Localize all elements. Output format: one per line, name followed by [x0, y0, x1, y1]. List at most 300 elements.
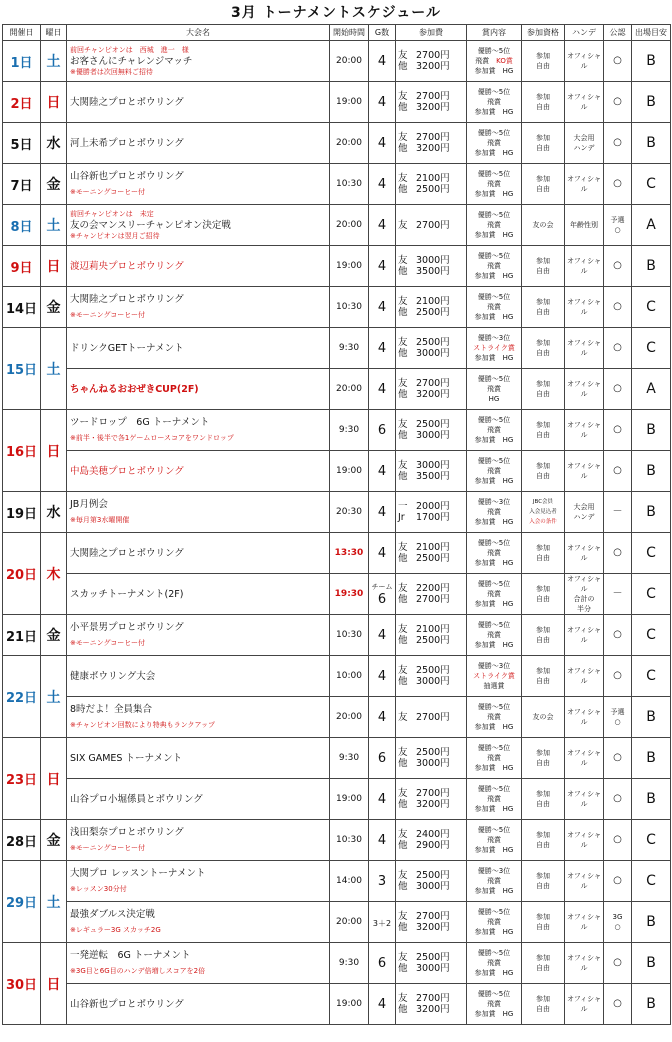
- eligibility: [522, 164, 565, 205]
- certified-line: －: [612, 506, 623, 517]
- event-date: 23日: [3, 738, 41, 820]
- event-name-cell: [67, 697, 330, 738]
- handicap: [565, 902, 604, 943]
- certified-line: ○: [614, 718, 621, 726]
- start-time: 20:00: [330, 902, 369, 943]
- prize-line: 参加賞 HG: [474, 518, 514, 526]
- start-time: 20:00: [330, 123, 369, 164]
- handicap: [565, 697, 604, 738]
- fee-amount: 2700円: [416, 91, 450, 102]
- eligibility-line: 自由: [536, 636, 550, 644]
- fee-amount: 3500円: [416, 266, 450, 277]
- event-name: スカッチトーナメント(2F): [70, 588, 184, 600]
- start-time: 19:00: [330, 246, 369, 287]
- start-time: 20:00: [330, 697, 369, 738]
- entry-fee: [396, 615, 467, 656]
- event-name-cell: [67, 984, 330, 1025]
- game-count-value: 4: [377, 299, 387, 315]
- certified: [604, 656, 632, 697]
- prize-line: 優勝～5位: [477, 785, 511, 793]
- fee-amount: 3000円: [416, 255, 450, 266]
- eligibility: [522, 861, 565, 902]
- event-name: 大関プロ レッスントーナメント: [70, 867, 206, 879]
- prize-line: 優勝～5位: [477, 908, 511, 916]
- eligibility: [522, 574, 565, 615]
- fee-type: 友: [398, 219, 408, 231]
- fee-type: 友: [398, 132, 408, 143]
- prize-line: 優勝～3位: [477, 498, 511, 506]
- event-name: ツードロップ 6G トーナメント: [70, 416, 210, 428]
- handicap-line: オフィシャル: [566, 544, 602, 562]
- eligibility: [522, 697, 565, 738]
- entry-fee: [396, 451, 467, 492]
- table-row: [3, 287, 671, 328]
- fee-type: 他: [398, 963, 408, 974]
- eligibility: [522, 615, 565, 656]
- entry-fee: [396, 246, 467, 287]
- eligibility: [522, 246, 565, 287]
- fee-type: 友: [398, 583, 408, 594]
- handicap: [565, 287, 604, 328]
- fee-type: 友: [398, 337, 408, 348]
- event-name: 渡辺莉央プロとボウリング: [70, 260, 184, 272]
- eligibility-line: 自由: [536, 759, 550, 767]
- fee-amount: 2100円: [416, 542, 450, 553]
- eligibility-line: 自由: [536, 144, 550, 152]
- prize-line: 優勝～3位: [477, 334, 511, 342]
- game-count: [369, 41, 396, 82]
- event-name: 8時だよ！全員集合: [70, 703, 153, 715]
- game-count: [369, 287, 396, 328]
- column-header: G数: [369, 25, 396, 41]
- entry-fee: [396, 738, 467, 779]
- prize-content: [467, 738, 522, 779]
- event-note: ※モーニングコーヒー付: [70, 638, 146, 647]
- certified: [604, 779, 632, 820]
- event-date: 30日: [3, 943, 41, 1025]
- table-row: [3, 779, 671, 820]
- event-name: 浅田梨奈プロとボウリング: [70, 826, 184, 838]
- start-time: 10:30: [330, 820, 369, 861]
- column-header: 出場目安: [632, 25, 671, 41]
- prize-line: ストライク賞: [473, 344, 515, 352]
- start-time: 20:30: [330, 492, 369, 533]
- event-name: 山谷プロ小堀係員とボウリング: [70, 793, 203, 805]
- fee-type: 友: [398, 993, 408, 1004]
- prize-content: [467, 574, 522, 615]
- game-count-value: 4: [377, 381, 387, 397]
- event-name-cell: [67, 779, 330, 820]
- column-header: 公認: [604, 25, 632, 41]
- prize-line: 飛賞: [487, 631, 501, 639]
- fee-type: 他: [398, 758, 408, 769]
- fee-amount: 2700円: [416, 911, 450, 922]
- event-note: ※レギュラー3G スカッチ2G: [70, 925, 161, 934]
- eligibility: [522, 287, 565, 328]
- table-row: [3, 492, 671, 533]
- entry-level: B: [632, 697, 671, 738]
- entry-level: B: [632, 82, 671, 123]
- entry-fee: [396, 861, 467, 902]
- entry-level: C: [632, 164, 671, 205]
- game-count-value: 3: [377, 873, 387, 889]
- event-note: ※レッスン30分付: [70, 884, 127, 893]
- table-row: [3, 861, 671, 902]
- game-count-value: 4: [377, 791, 387, 807]
- table-row: [3, 697, 671, 738]
- fee-amount: 2700円: [416, 219, 450, 231]
- event-name-cell: [67, 41, 330, 82]
- entry-fee: [396, 41, 467, 82]
- certified-line: ○: [613, 178, 622, 189]
- entry-level: B: [632, 779, 671, 820]
- game-count: [369, 574, 396, 615]
- prize-line: 参加賞 HG: [474, 641, 514, 649]
- entry-level: C: [632, 820, 671, 861]
- fee-type: 友: [398, 296, 408, 307]
- event-name-cell: [67, 943, 330, 984]
- prize-line: 優勝～5位: [477, 211, 511, 219]
- handicap-line: 合計の: [573, 595, 595, 603]
- start-time: 9:30: [330, 738, 369, 779]
- prize-line: 優勝～5位: [477, 47, 511, 55]
- handicap-line: 大会用: [573, 134, 595, 142]
- fee-type: 他: [398, 348, 408, 359]
- entry-fee: [396, 656, 467, 697]
- fee-type: 友: [398, 747, 408, 758]
- ko-prize: KO賞: [496, 57, 513, 65]
- entry-level: C: [632, 533, 671, 574]
- game-count: [369, 451, 396, 492]
- table-row: [3, 902, 671, 943]
- fee-type: 他: [398, 1004, 408, 1015]
- entry-level: B: [632, 738, 671, 779]
- column-header: 参加資格: [522, 25, 565, 41]
- table-row: [3, 451, 671, 492]
- start-time: 9:30: [330, 328, 369, 369]
- fee-amount: 2500円: [416, 870, 450, 881]
- event-name: JB月例会: [70, 498, 108, 510]
- prize-line: 参加賞 HG: [474, 190, 514, 198]
- table-row: [3, 82, 671, 123]
- eligibility: [522, 656, 565, 697]
- event-name-cell: [67, 574, 330, 615]
- game-count: [369, 861, 396, 902]
- prize-line: 優勝～5位: [477, 949, 511, 957]
- prize-content: [467, 123, 522, 164]
- handicap-line: ハンデ: [573, 513, 595, 521]
- fee-amount: 2400円: [416, 829, 450, 840]
- prize-content: [467, 984, 522, 1025]
- fee-amount: 3000円: [416, 430, 450, 441]
- fee-amount: 3000円: [416, 881, 450, 892]
- start-time: 9:30: [330, 943, 369, 984]
- eligibility-line: 自由: [536, 431, 550, 439]
- handicap-line: オフィシャル: [566, 298, 602, 316]
- fee-type: 友: [398, 911, 408, 922]
- event-weekday: 土: [41, 861, 67, 943]
- entry-level: B: [632, 492, 671, 533]
- certified-line: －: [612, 588, 623, 599]
- table-row: [3, 984, 671, 1025]
- handicap: [565, 861, 604, 902]
- prize-content: [467, 656, 522, 697]
- fee-amount: 2700円: [416, 132, 450, 143]
- fee-amount: 2500円: [416, 952, 450, 963]
- game-count-value: 6: [377, 955, 387, 971]
- event-weekday: 水: [41, 492, 67, 533]
- prize-line: 参加賞 HG: [474, 723, 514, 731]
- game-count-value: 4: [377, 217, 387, 233]
- prize-line: 参加賞 HG: [474, 600, 514, 608]
- event-note: ※チャンピオン回数により特典もランクアップ: [70, 720, 216, 729]
- game-count: [369, 820, 396, 861]
- start-time: 10:30: [330, 615, 369, 656]
- start-time: 19:00: [330, 82, 369, 123]
- column-header: 開催日: [3, 25, 41, 41]
- prize-line: 優勝～5位: [477, 170, 511, 178]
- certified-line: ○: [613, 629, 622, 640]
- entry-level: B: [632, 123, 671, 164]
- fee-type: 他: [398, 922, 408, 933]
- eligibility-line: 自由: [536, 1005, 550, 1013]
- eligibility-line: 自由: [536, 841, 550, 849]
- fee-type: 他: [398, 676, 408, 687]
- fee-type: 友: [398, 255, 408, 266]
- fee-type: 友: [398, 829, 408, 840]
- handicap-line: オフィシャル: [566, 790, 602, 808]
- handicap-line: オフィシャル: [566, 52, 602, 70]
- handicap: [565, 328, 604, 369]
- event-name: SIX GAMES トーナメント: [70, 752, 183, 764]
- table-row: [3, 123, 671, 164]
- prize-line: 飛賞: [487, 262, 501, 270]
- handicap: [565, 533, 604, 574]
- certified-line: ○: [614, 923, 621, 931]
- eligibility-line: 参加: [536, 790, 550, 798]
- event-weekday: 土: [41, 41, 67, 82]
- entry-fee: [396, 328, 467, 369]
- certified: [604, 328, 632, 369]
- game-count: [369, 410, 396, 451]
- event-name-cell: [67, 451, 330, 492]
- game-count: [369, 492, 396, 533]
- event-name-cell: [67, 369, 330, 410]
- prize-content: [467, 492, 522, 533]
- certified: [604, 820, 632, 861]
- table-row: [3, 574, 671, 615]
- fee-type: 友: [398, 419, 408, 430]
- fee-amount: 3200円: [416, 102, 450, 113]
- event-weekday: 日: [41, 410, 67, 492]
- entry-fee: [396, 697, 467, 738]
- handicap: [565, 246, 604, 287]
- certified: [604, 574, 632, 615]
- entry-fee: [396, 779, 467, 820]
- eligibility: [522, 369, 565, 410]
- game-count-value: 4: [377, 996, 387, 1012]
- prize-line: 飛賞: [487, 836, 501, 844]
- prize-line: 参加賞 HG: [474, 231, 514, 239]
- game-count: [369, 123, 396, 164]
- certified: [604, 861, 632, 902]
- prize-line: 参加賞 HG: [474, 149, 514, 157]
- game-count: [369, 984, 396, 1025]
- event-date: 7日: [3, 164, 41, 205]
- certified: [604, 902, 632, 943]
- eligibility: [522, 820, 565, 861]
- fee-type: 友: [398, 870, 408, 881]
- prize-line: 参加賞 HG: [474, 1010, 514, 1018]
- event-name-cell: [67, 492, 330, 533]
- event-weekday: 日: [41, 82, 67, 123]
- certified: [604, 615, 632, 656]
- eligibility: [522, 902, 565, 943]
- event-name-cell: [67, 410, 330, 451]
- fee-type: 友: [398, 952, 408, 963]
- entry-fee: [396, 287, 467, 328]
- prize-line: 参加賞 HG: [474, 477, 514, 485]
- certified-line: ○: [613, 547, 622, 558]
- fee-amount: 3000円: [416, 758, 450, 769]
- handicap-line: オフィシャル: [566, 995, 602, 1013]
- eligibility-line: 参加: [536, 667, 550, 675]
- fee-type: 友: [398, 665, 408, 676]
- event-note: ※前半・後半で各1ゲームロースコアをワンドロップ: [70, 433, 234, 442]
- entry-level: B: [632, 451, 671, 492]
- prize-line: 飛賞: [487, 303, 501, 311]
- fee-amount: 3200円: [416, 922, 450, 933]
- entry-level: B: [632, 246, 671, 287]
- entry-level: C: [632, 861, 671, 902]
- handicap-line: オフィシャル: [566, 380, 602, 398]
- eligibility-line: 参加: [536, 626, 550, 634]
- prize-line: ストライク賞: [473, 672, 515, 680]
- event-name-cell: [67, 738, 330, 779]
- entry-fee: [396, 123, 467, 164]
- start-time: 10:00: [330, 656, 369, 697]
- event-name: お客さんにチャレンジマッチ: [70, 55, 193, 67]
- handicap-line: オフィシャル: [566, 339, 602, 357]
- table-row: [3, 533, 671, 574]
- entry-fee: [396, 205, 467, 246]
- prize-content: [467, 615, 522, 656]
- game-count: [369, 779, 396, 820]
- prize-content: [467, 164, 522, 205]
- event-name: 中島美穂プロとボウリング: [70, 465, 184, 477]
- eligibility-line: 参加: [536, 831, 550, 839]
- prize-line: 飛賞: [487, 98, 501, 106]
- event-name: 大関陸之プロとボウリング: [70, 96, 184, 108]
- handicap-line: オフィシャル: [566, 708, 602, 726]
- eligibility-line: 自由: [536, 472, 550, 480]
- prize-line: 飛賞: [487, 467, 501, 475]
- certified: [604, 492, 632, 533]
- fee-amount: 2200円: [416, 583, 450, 594]
- prize-line: 優勝～5位: [477, 252, 511, 260]
- certified: [604, 123, 632, 164]
- prize-line: 飛賞: [487, 795, 501, 803]
- fee-amount: 2500円: [416, 747, 450, 758]
- prize-line: 優勝～5位: [477, 539, 511, 547]
- fee-type: 他: [398, 594, 408, 605]
- prize-content: [467, 328, 522, 369]
- table-row: [3, 246, 671, 287]
- game-count: [369, 697, 396, 738]
- certified-line: ○: [613, 342, 622, 353]
- table-row: [3, 615, 671, 656]
- column-header: ハンデ: [565, 25, 604, 41]
- eligibility-line: 参加: [536, 872, 550, 880]
- handicap: [565, 984, 604, 1025]
- eligibility-line: 参加: [536, 421, 550, 429]
- eligibility-line: 自由: [536, 62, 550, 70]
- handicap-line: 大会用: [573, 503, 595, 511]
- column-header: 賞内容: [467, 25, 522, 41]
- game-count-value: 4: [377, 832, 387, 848]
- event-date: 19日: [3, 492, 41, 533]
- prize-line: 飛賞: [487, 1000, 501, 1008]
- table-row: [3, 656, 671, 697]
- prize-line: 飛賞: [487, 385, 501, 393]
- prize-line: 飛賞: [487, 549, 501, 557]
- fee-type: 他: [398, 184, 408, 195]
- event-name: 大関陸之プロとボウリング: [70, 547, 184, 559]
- entry-fee: [396, 902, 467, 943]
- fee-amount: 3000円: [416, 348, 450, 359]
- prize-content: [467, 820, 522, 861]
- fee-type: 友: [398, 542, 408, 553]
- event-note: ※チャンピオンは翌月ご招待: [70, 231, 160, 240]
- prize-line: 飛賞: [487, 180, 501, 188]
- game-count-value: 3＋2: [372, 918, 392, 928]
- eligibility-line: 自由: [536, 349, 550, 357]
- certified: [604, 246, 632, 287]
- start-time: 20:00: [330, 205, 369, 246]
- game-count: [369, 246, 396, 287]
- event-name-cell: [67, 82, 330, 123]
- event-name-cell: [67, 123, 330, 164]
- event-weekday: 土: [41, 656, 67, 738]
- event-note: ※モーニングコーヒー付: [70, 187, 146, 196]
- event-name: 山谷新也プロとボウリング: [70, 998, 184, 1010]
- table-row: [3, 328, 671, 369]
- prize-line: 優勝～5位: [477, 88, 511, 96]
- prize-line: 優勝～5位: [477, 416, 511, 424]
- fee-type: Jr: [398, 512, 405, 523]
- certified-line: ○: [613, 752, 622, 763]
- certified-line: 3G: [612, 913, 623, 921]
- event-name-cell: [67, 328, 330, 369]
- fee-type: 他: [398, 307, 408, 318]
- event-date: 20日: [3, 533, 41, 615]
- certified: [604, 205, 632, 246]
- prize-line: 飛賞: [487, 713, 501, 721]
- fee-type: 他: [398, 266, 408, 277]
- fee-amount: 2700円: [416, 378, 450, 389]
- handicap-line: ハンデ: [573, 144, 595, 152]
- event-name: 一発逆転 6G トーナメント: [70, 949, 191, 961]
- eligibility-line: 自由: [536, 800, 550, 808]
- eligibility-line: 参加: [536, 544, 550, 552]
- fee-amount: 2700円: [416, 594, 450, 605]
- start-time: 20:00: [330, 41, 369, 82]
- entry-fee: [396, 164, 467, 205]
- event-weekday: 木: [41, 533, 67, 615]
- eligibility: [522, 205, 565, 246]
- entry-fee: [396, 492, 467, 533]
- fee-amount: 2500円: [416, 665, 450, 676]
